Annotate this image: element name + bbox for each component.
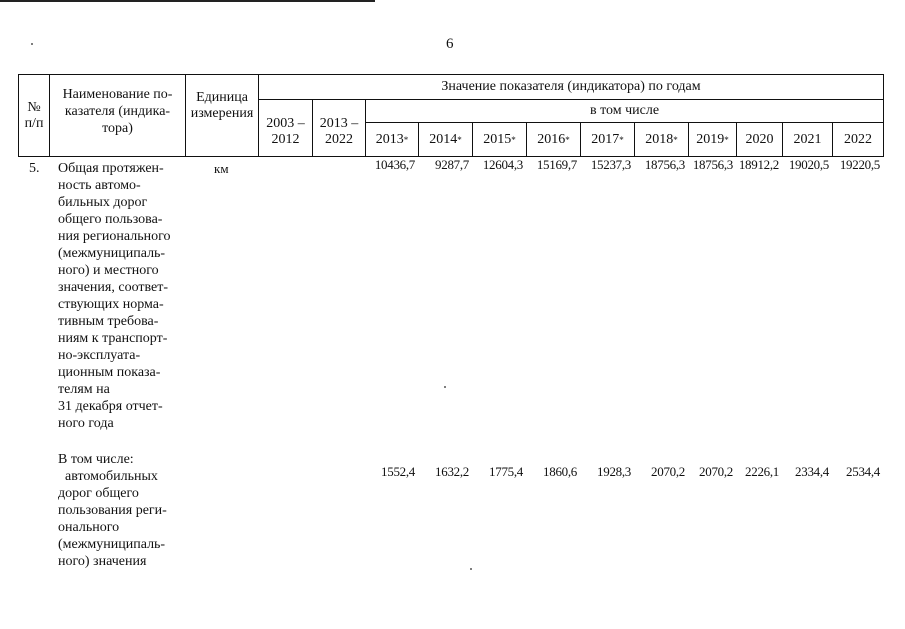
value-cell: 12604,3: [482, 157, 523, 172]
value-cell: 1860,6: [543, 464, 577, 479]
name-line: значения, соответ-: [58, 280, 169, 295]
value-cell: 19020,5: [788, 157, 829, 172]
value-cell: 2226,1: [745, 464, 779, 479]
header-year-2015: 2015 *: [483, 131, 516, 147]
year-label: 2014: [429, 131, 458, 147]
name-line: телям на: [58, 382, 110, 397]
year-label: 2018: [645, 131, 674, 147]
header-year-2013: 2013 *: [375, 131, 409, 147]
value-cell: 18756,3: [692, 157, 733, 172]
header-values-title: Значение показателя (индикатора) по годам: [441, 79, 701, 94]
name-line: ционным показа-: [58, 365, 161, 380]
name-line: общего пользова-: [58, 212, 163, 227]
header-year-2018: 2018 *: [645, 131, 678, 147]
header-indicator-name: Наименование по- казателя (индика- тора): [62, 87, 173, 136]
value-cell: 2334,4: [795, 464, 829, 479]
value-cell: 1775,4: [489, 464, 523, 479]
name-line: ного) значения: [58, 554, 147, 569]
value-cell: 1928,3: [597, 464, 631, 479]
header-year-2014: 2014 *: [429, 131, 462, 147]
value-cell: 19220,5: [839, 157, 880, 172]
header-period-2003-2012: 2003 – 2012: [266, 116, 305, 147]
year-label: 2022: [844, 131, 872, 147]
value-cell: 1552,4: [381, 464, 415, 479]
name-line: ствующих норма-: [58, 297, 164, 312]
value-cell: 2070,2: [699, 464, 733, 479]
name-line: пользования реги-: [58, 503, 167, 518]
name-line: ного года: [58, 416, 114, 431]
value-cell: 15169,7: [536, 157, 577, 172]
scan-speck: [470, 568, 472, 570]
name-line: (межмуниципаль-: [58, 537, 166, 552]
header-year-2020: [737, 123, 782, 156]
name-line: 31 декабря отчет-: [58, 399, 163, 414]
header-number: № п/п: [24, 99, 44, 131]
name-line: автомобильных: [58, 469, 158, 484]
scan-speck: [444, 386, 446, 388]
value-cell: 1632,2: [435, 464, 469, 479]
value-cell: 10436,7: [374, 157, 415, 172]
year-label: 2016: [537, 131, 566, 147]
year-label: 2019: [696, 131, 725, 147]
header-year-2016: 2016 *: [537, 131, 570, 147]
value-cell: 2070,2: [651, 464, 685, 479]
name-line: но-эксплуата-: [58, 348, 141, 363]
header-year-2017: 2017 *: [591, 131, 624, 147]
name-line: ния регионального: [58, 229, 171, 244]
year-label: 2020: [745, 131, 774, 147]
year-label: 2021: [793, 131, 822, 147]
name-line: бильных дорог: [58, 195, 148, 210]
page-number: 6: [446, 36, 454, 52]
header-including: в том числе: [589, 103, 660, 118]
value-cell: 9287,7: [435, 157, 469, 172]
value-cell: 18756,3: [644, 157, 685, 172]
value-cell: 15237,3: [590, 157, 631, 172]
header-year-2019: 2019 *: [696, 131, 729, 147]
header-year-2021: [783, 123, 832, 156]
name-line: дорог общего: [58, 486, 139, 501]
value-cell: 18912,2: [738, 157, 779, 172]
name-line: (межмуниципаль-: [58, 246, 166, 261]
scan-speck: [31, 43, 33, 45]
top-rule: [0, 0, 375, 2]
year-label: 2015: [483, 131, 512, 147]
row-1-unit: км: [214, 161, 229, 176]
name-line: ность автомо-: [58, 178, 141, 193]
header-unit: Единица измерения: [190, 89, 254, 121]
name-line: онального: [58, 520, 120, 535]
header-period-2013-2022: 2013 – 2022: [319, 116, 359, 147]
value-cell: 2534,4: [846, 464, 880, 479]
year-label: 2017: [591, 131, 620, 147]
name-line: ниям к транспорт-: [58, 331, 168, 346]
name-line: Общая протяжен-: [58, 161, 164, 176]
year-label: 2013: [375, 131, 404, 147]
name-line: В том числе:: [58, 452, 134, 467]
name-line: ного) и местного: [58, 263, 159, 278]
name-line: тивным требова-: [58, 314, 159, 329]
row-1-number: 5.: [29, 161, 40, 176]
header-year-2022: [833, 123, 883, 156]
